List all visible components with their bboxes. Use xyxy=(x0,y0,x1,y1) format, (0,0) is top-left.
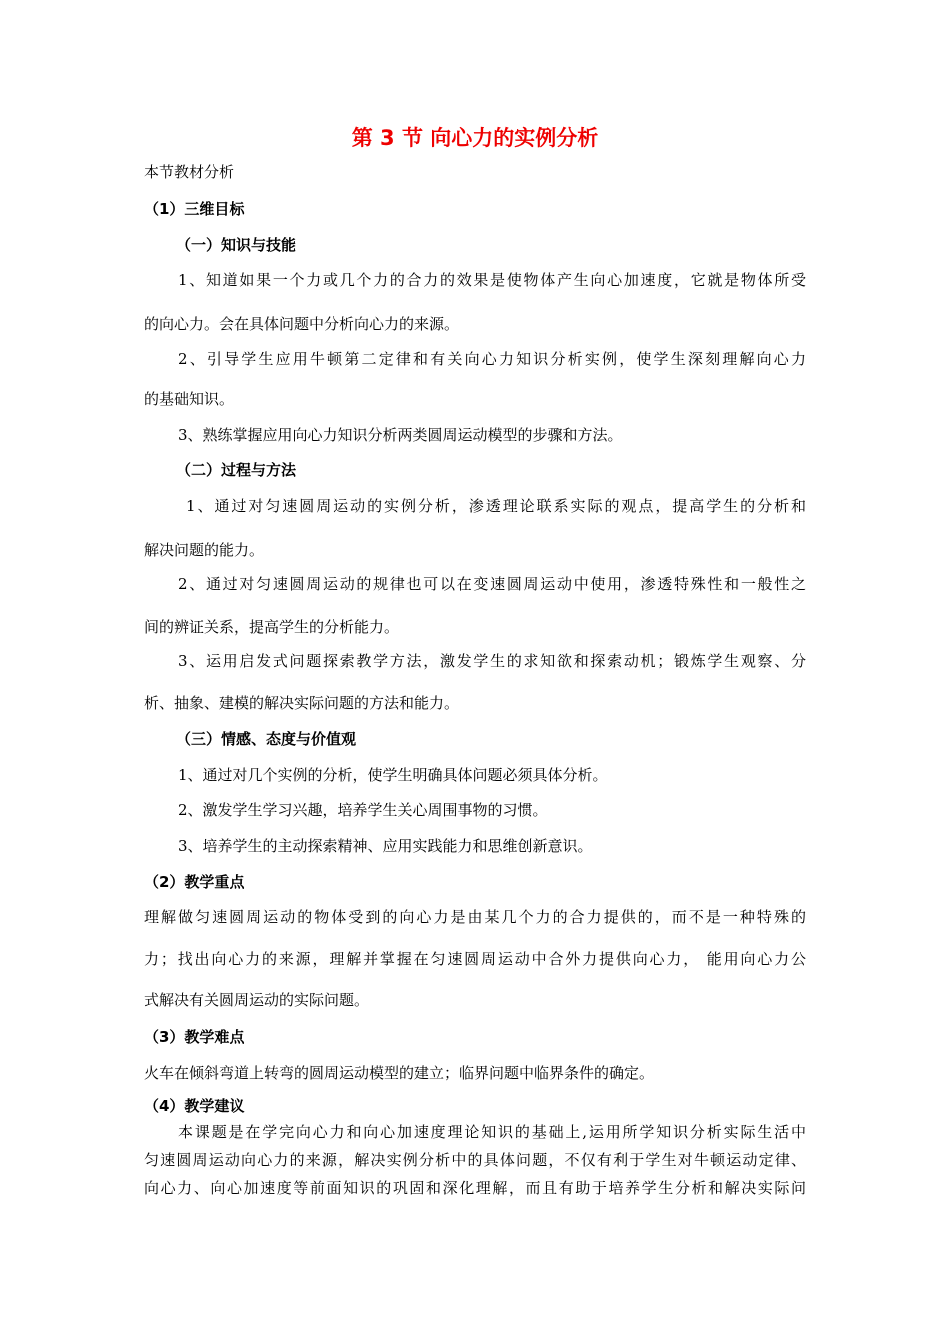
knowledge-item-2: 2、引导学生应用牛顿第二定律和有关向心力知识分析实例，使学生深刻理解向心力 xyxy=(178,350,806,368)
knowledge-item-3: 3、熟练掌握应用向心力知识分析两类圆周运动模型的步骤和方法。 xyxy=(178,426,623,444)
difficulties-heading: （3）教学难点 xyxy=(144,1028,245,1046)
knowledge-item-1: 1、知道如果一个力或几个力的合力的效果是使物体产生向心加速度，它就是物体所受 xyxy=(178,271,806,289)
suggestions-line-2: 匀速圆周运动向心力的来源，解决实例分析中的具体问题，不仅有利于学生对牛顿运动定律、 xyxy=(144,1151,806,1169)
goals-heading: （1）三维目标 xyxy=(144,200,245,218)
emotion-heading: （三）情感、态度与价值观 xyxy=(176,730,357,748)
knowledge-item-2-cont: 的基础知识。 xyxy=(144,390,235,408)
emotion-item-1: 1、通过对几个实例的分析，使学生明确具体问题必须具体分析。 xyxy=(178,766,608,784)
key-points-heading: （2）教学重点 xyxy=(144,873,245,891)
emotion-item-2: 2、激发学生学习兴趣，培养学生关心周围事物的习惯。 xyxy=(178,801,548,819)
intro-label: 本节教材分析 xyxy=(144,163,235,181)
suggestions-line-1: 本课题是在学完向心力和向心加速度理论知识的基础上,运用所学知识分析实际生活中 xyxy=(178,1123,806,1141)
key-points-line-2: 力；找出向心力的来源，理解并掌握在匀速圆周运动中合外力提供向心力， 能用向心力公 xyxy=(144,950,806,968)
suggestions-heading: （4）教学建议 xyxy=(144,1097,245,1115)
process-item-3-cont: 析、抽象、建模的解决实际问题的方法和能力。 xyxy=(144,694,460,712)
knowledge-heading: （一）知识与技能 xyxy=(176,236,297,254)
knowledge-item-1-cont: 的向心力。会在具体问题中分析向心力的来源。 xyxy=(144,315,460,333)
emotion-item-3: 3、培养学生的主动探索精神、应用实践能力和思维创新意识。 xyxy=(178,837,593,855)
process-item-2-cont: 间的辨证关系，提高学生的分析能力。 xyxy=(144,618,400,636)
process-item-2: 2、通过对匀速圆周运动的规律也可以在变速圆周运动中使用，渗透特殊性和一般性之 xyxy=(178,575,806,593)
difficulties-line-1: 火车在倾斜弯道上转弯的圆周运动模型的建立；临界问题中临界条件的确定。 xyxy=(144,1064,655,1082)
process-item-1: 1、通过对匀速圆周运动的实例分析，渗透理论联系实际的观点，提高学生的分析和 xyxy=(186,497,806,515)
process-heading: （二）过程与方法 xyxy=(176,461,297,479)
suggestions-line-3: 向心力、向心加速度等前面知识的巩固和深化理解，而且有助于培养学生分析和解决实际问 xyxy=(144,1179,806,1197)
process-item-1-cont: 解决问题的能力。 xyxy=(144,541,265,559)
process-item-3: 3、运用启发式问题探索教学方法，激发学生的求知欲和探索动机；锻炼学生观察、分 xyxy=(178,652,806,670)
key-points-line-1: 理解做匀速圆周运动的物体受到的向心力是由某几个力的合力提供的，而不是一种特殊的 xyxy=(144,908,806,926)
key-points-line-3: 式解决有关圆周运动的实际问题。 xyxy=(144,991,370,1009)
page-title: 第 3 节 向心力的实例分析 xyxy=(351,126,599,150)
